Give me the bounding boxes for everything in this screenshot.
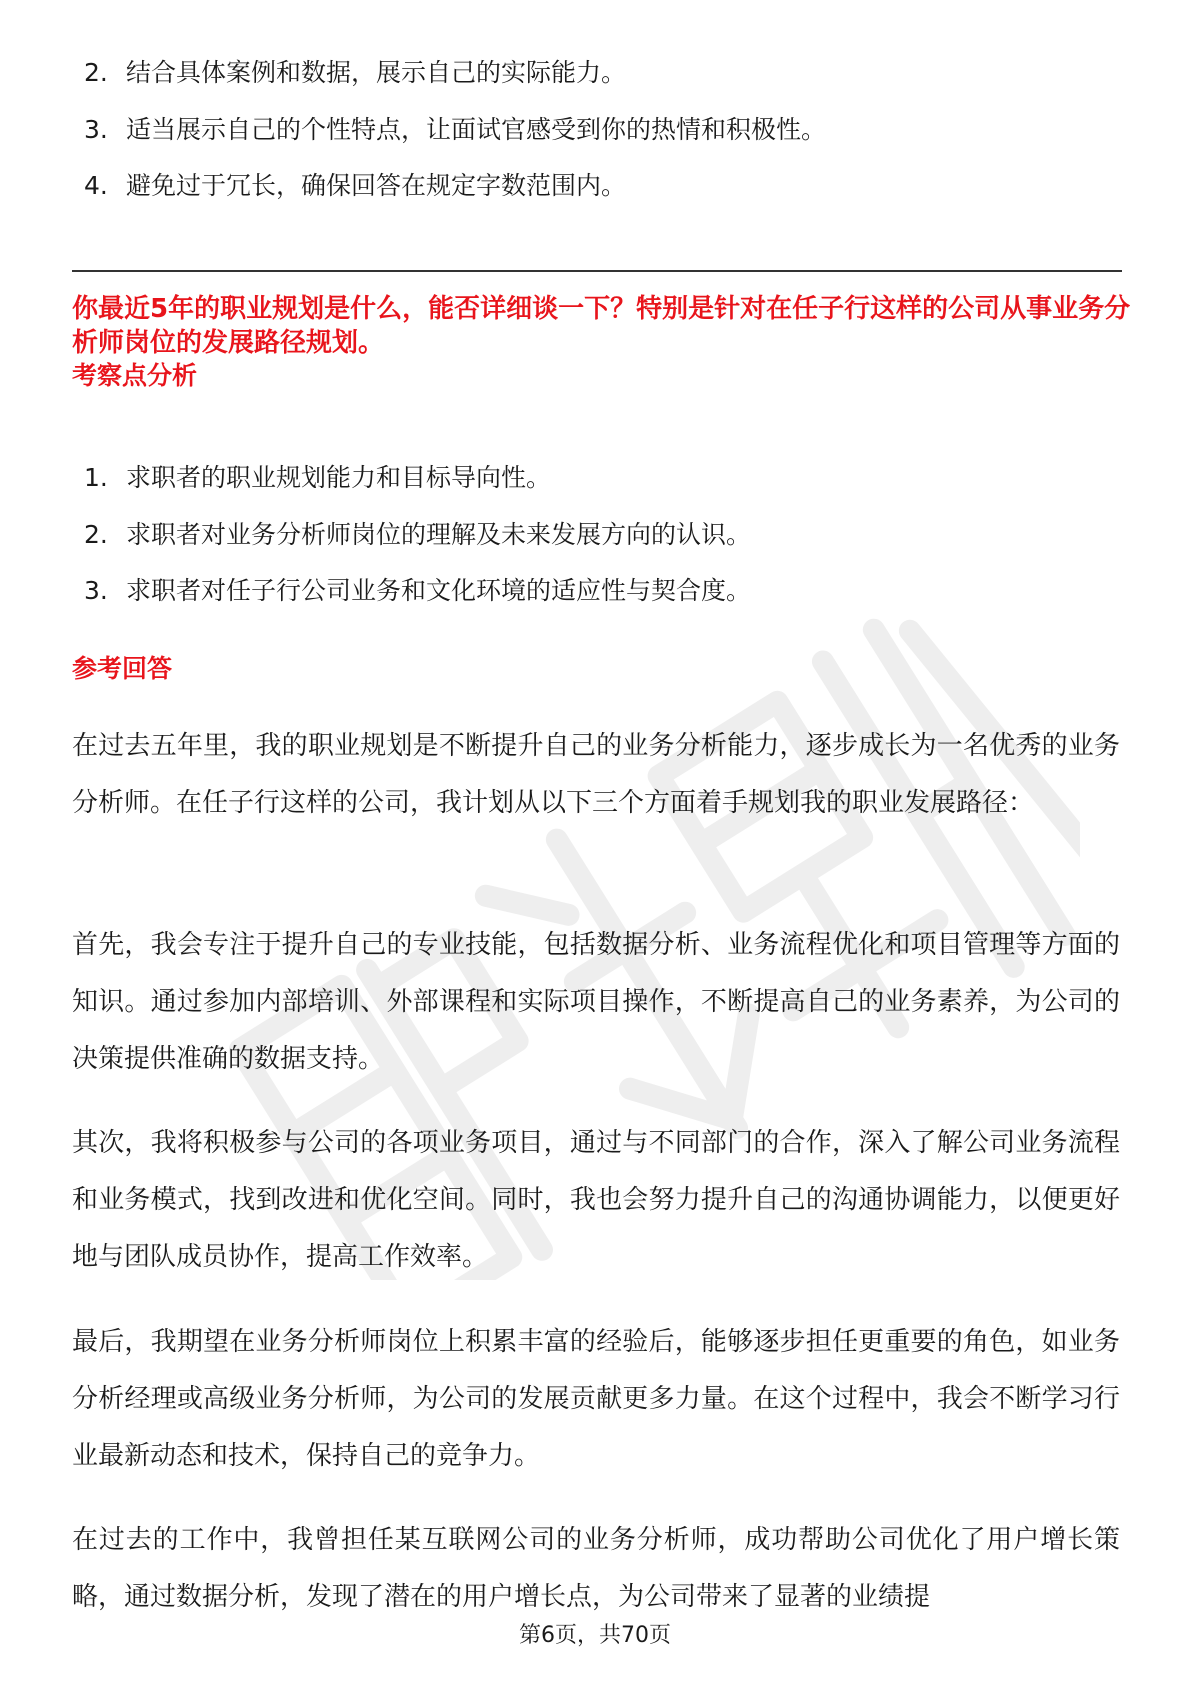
list-item	[84, 463, 751, 493]
list-item-text: 适当展示自己的个性特点，让面试官感受到你的热情和积极性。	[126, 114, 827, 144]
tips-list	[84, 58, 826, 228]
list-item-number: 3.	[84, 576, 108, 605]
list-item-text: 结合具体案例和数据，展示自己的实际能力。	[126, 58, 627, 87]
answer-paragraph: 在过去五年里，我的职业规划是不断提升自己的业务分析能力，逐步成长为一名优秀的业务分析师。在任子行这样的公司，我计划从以下三个方面着手规划我的职业发展路径：	[72, 731, 1120, 818]
list-item-text: 求职者对业务分析师岗位的理解及未来发展方向的认识。	[126, 519, 752, 549]
answer-paragraph: 最后，我期望在业务分析师岗位上积累丰富的经验后，能够逐步担任更重要的角色，如业务分析经理或高级业务分析师，为公司的发展贡献更多力量。在这个过程中，我会不断学习行业最新动态和技术，保持自己的竞争力。	[72, 1327, 1120, 1471]
analysis-list	[84, 463, 751, 633]
interview-question: 你最近5年的职业规划是什么，能否详细谈一下？特别是针对在任子行这样的公司从事业务分析师岗位的发展路径规划。	[72, 294, 1131, 358]
list-item-number: 2.	[84, 519, 108, 549]
list-item-text: 避免过于冗长，确保回答在规定字数范围内。	[126, 171, 627, 200]
list-item-text: 求职者对任子行公司业务和文化环境的适应性与契合度。	[126, 576, 752, 605]
page-footer: 第6页，共70页	[519, 1623, 671, 1648]
list-item-text: 求职者的职业规划能力和目标导向性。	[126, 463, 552, 492]
answer-paragraph: 首先，我会专注于提升自己的专业技能，包括数据分析、业务流程优化和项目管理等方面的知识。通过参加内部培训、外部课程和实际项目操作，不断提高自己的业务素养，为公司的决策提供准确的数据支持。	[72, 930, 1120, 1074]
list-item	[84, 115, 826, 145]
section-divider	[72, 270, 1122, 272]
list-item	[84, 520, 751, 550]
list-item-number: 4.	[84, 171, 108, 200]
list-item-number: 1.	[84, 463, 108, 492]
answer-paragraph: 其次，我将积极参与公司的各项业务项目，通过与不同部门的合作，深入了解公司业务流程和业务模式，找到改进和优化空间。同时，我也会努力提升自己的沟通协调能力，以便更好地与团队成员协作，提高工作效率。	[72, 1128, 1120, 1272]
list-item-number: 3.	[84, 114, 108, 144]
list-item	[84, 576, 751, 606]
answer-heading: 参考回答	[72, 654, 173, 683]
list-item	[84, 171, 826, 201]
list-item	[84, 58, 826, 88]
list-item-number: 2.	[84, 58, 108, 87]
answer-paragraph: 在过去的工作中，我曾担任某互联网公司的业务分析师，成功帮助公司优化了用户增长策略，通过数据分析，发现了潜在的用户增长点，为公司带来了显著的业绩提	[72, 1525, 1120, 1612]
analysis-heading: 考察点分析	[72, 361, 198, 390]
